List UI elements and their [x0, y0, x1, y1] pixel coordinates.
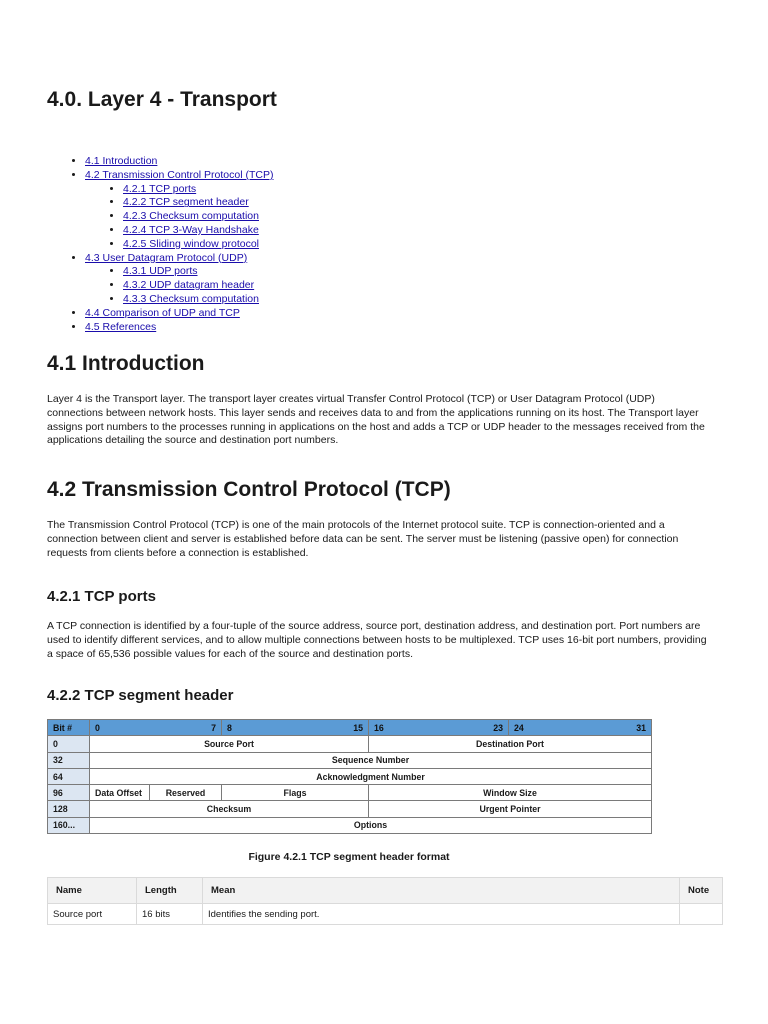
- cell-name: Source port: [48, 904, 137, 925]
- toc-link-tcp-segment-header[interactable]: 4.2.2 TCP segment header: [123, 196, 249, 209]
- options-field: Options: [90, 817, 652, 833]
- column-header-length: Length: [137, 878, 203, 904]
- row-offset: 0: [48, 736, 90, 752]
- reserved-field: Reserved: [150, 785, 222, 801]
- section-heading-introduction: 4.1 Introduction: [47, 352, 205, 375]
- page-title: 4.0. Layer 4 - Transport: [47, 88, 277, 111]
- toc-item: [123, 196, 273, 210]
- column-header-mean: Mean: [203, 878, 680, 904]
- row-offset: 160...: [48, 817, 90, 833]
- fields-table-header: [48, 878, 723, 904]
- toc-link-introduction[interactable]: 4.1 Introduction: [85, 155, 158, 167]
- toc-item: [123, 265, 273, 279]
- toc-item: [123, 293, 273, 307]
- toc-link-references[interactable]: 4.5 References: [85, 320, 157, 333]
- toc-link-tcp[interactable]: 4.2 Transmission Control Protocol (TCP): [85, 168, 274, 181]
- toc-link-sliding-window[interactable]: 4.2.5 Sliding window protocol: [123, 237, 259, 250]
- toc-link-udp-ports[interactable]: 4.3.1 UDP ports: [123, 265, 198, 278]
- window-size-field: Window Size: [369, 785, 652, 801]
- header-row: [48, 752, 652, 768]
- cell-mean: Identifies the sending port.: [203, 904, 680, 925]
- table-row: [48, 904, 723, 925]
- table-of-contents: [47, 155, 273, 334]
- header-row: [48, 736, 652, 752]
- row-offset: 96: [48, 785, 90, 801]
- bit-index-row: [48, 720, 652, 736]
- toc-item: [85, 155, 273, 169]
- toc-link-udp-checksum[interactable]: 4.3.3 Checksum computation: [123, 292, 259, 305]
- header-row: [48, 817, 652, 833]
- acknowledgment-number-field: Acknowledgment Number: [90, 768, 652, 784]
- toc-link-comparison[interactable]: 4.4 Comparison of UDP and TCP: [85, 306, 240, 319]
- toc-item: [85, 321, 273, 335]
- toc-item: [123, 224, 273, 238]
- cell-note: [680, 904, 723, 925]
- introduction-paragraph: Layer 4 is the Transport layer. The transport layer creates virtual Transfer Control Protocol (TCP) or User Datagram Protocol (UDP) connections between network hosts. This layer sends and receives data to and from the applications running on its host. The Transport layer assigns port numbers to the processes running in applications on the host and adds a TCP or UDP header to the messages received from the applications detailing the source and destination port numbers.: [47, 393, 705, 447]
- column-header-name: Name: [48, 878, 137, 904]
- toc-item: [85, 169, 273, 252]
- toc-link-udp[interactable]: 4.3 User Datagram Protocol (UDP): [85, 251, 248, 264]
- toc-item: [123, 183, 273, 197]
- tcp-paragraph: The Transmission Control Protocol (TCP) is one of the main protocols of the Internet protocol suite. TCP is connection-oriented and a connection between client and server is established before data can be sent. The server must be listening (passive open) for connection requests from clients before a connection is established.: [47, 519, 679, 559]
- toc-link-tcp-checksum[interactable]: 4.2.3 Checksum computation: [123, 210, 259, 223]
- urgent-pointer-field: Urgent Pointer: [369, 801, 652, 817]
- bit-range-0-7: 0 7: [90, 720, 222, 736]
- tcp-header-table: [47, 719, 652, 834]
- row-offset: 32: [48, 752, 90, 768]
- bit-range-8-15: 8 15: [222, 720, 369, 736]
- subsection-heading-tcp-ports: 4.2.1 TCP ports: [47, 588, 156, 605]
- data-offset-field: Data Offset: [90, 785, 150, 801]
- figure-caption: Figure 4.2.1 TCP segment header format: [248, 851, 450, 863]
- toc-link-tcp-handshake[interactable]: 4.2.4 TCP 3-Way Handshake: [123, 223, 259, 236]
- section-heading-tcp: 4.2 Transmission Control Protocol (TCP): [47, 478, 451, 501]
- bit-label-cell: Bit #: [48, 720, 90, 736]
- toc-link-udp-datagram-header[interactable]: 4.3.2 UDP datagram header: [123, 279, 255, 292]
- source-port-field: Source Port: [90, 736, 369, 752]
- header-row: [48, 768, 652, 784]
- bit-range-16-23: 16 23: [369, 720, 509, 736]
- header-row: [48, 785, 652, 801]
- checksum-field: Checksum: [90, 801, 369, 817]
- toc-sublist: [85, 183, 273, 252]
- toc-item: [123, 210, 273, 224]
- row-offset: 128: [48, 801, 90, 817]
- toc-item: [85, 307, 273, 321]
- header-row: [48, 801, 652, 817]
- toc-item: [123, 279, 273, 293]
- row-offset: 64: [48, 768, 90, 784]
- flags-field: Flags: [222, 785, 369, 801]
- bit-range-24-31: 24 31: [509, 720, 652, 736]
- column-header-note: Note: [680, 878, 723, 904]
- toc-item: [85, 252, 273, 307]
- destination-port-field: Destination Port: [369, 736, 652, 752]
- toc-item: [123, 238, 273, 252]
- toc-sublist: [85, 265, 273, 306]
- subsection-heading-segment-header: 4.2.2 TCP segment header: [47, 687, 234, 704]
- sequence-number-field: Sequence Number: [90, 752, 652, 768]
- fields-table: [47, 877, 723, 925]
- tcp-ports-paragraph: A TCP connection is identified by a four-tuple of the source address, source port, destination address, and destination port. Port numbers are used to identify different services, and to allow multiple connections between hosts to be multiplexed. TCP uses 16-bit port numbers, providing a space of 65,536 possible values for each of the source and destination ports.: [47, 620, 707, 660]
- cell-length: 16 bits: [137, 904, 203, 925]
- toc-link-tcp-ports[interactable]: 4.2.1 TCP ports: [123, 182, 197, 195]
